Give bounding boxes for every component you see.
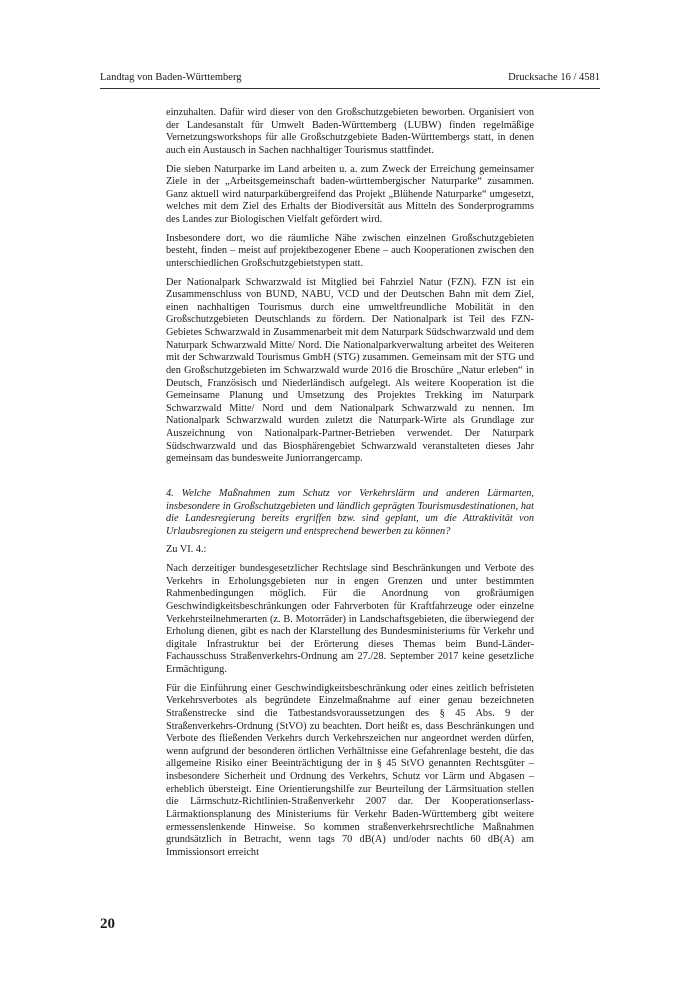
answer-paragraph: Nach derzeitiger bundesgesetzlicher Rechtslage sind Beschränkungen und Verbote des Verkehrs in Erholungsgebieten nur in engen Grenzen und unter bestimmten Rahmenbedingungen möglich. Für die Anordnung von großräumigen Geschwindigkeitsbeschränkungen oder Fahrverboten für Kraftfahrzeuge oder einzelne Verkehrsteilnehmerarten (z. B. Motorräder) in Landschaftsgebieten, die überwiegend der Erholung dienen, gibt es nach der Klarstellung des Bundesministeriums für Verkehr und digitale Infrastruktur bei der Erörterung dieses Themas beim Bund-Länder-Fachausschuss Straßenverkehrs-Ordnung am 27./28. September 2017 keine gesetzliche Ermächtigung. — [166, 563, 534, 675]
paragraph: einzuhalten. Dafür wird dieser von den Großschutzgebieten beworben. Organisiert von der Landesanstalt für Umwelt Baden-Württemberg (LUBW) finden regelmäßige Vernetzungsworkshops für alle Großschutzgebiete Baden-Württembergs statt, in denen auch ein Austausch in Sachen nachhaltiger Tourismus stattfindet. — [166, 107, 534, 156]
header-right: Drucksache 16 / 4581 — [508, 72, 600, 83]
question-text: 4. Welche Maßnahmen zum Schutz vor Verkehrslärm und anderen Lärmarten, insbesondere in Großschutzgebieten und ländlich geprägten Tourismusdestinationen, hat die Landesregierung bereits ergriffen bzw. sind geplant, um die Attraktivität von Urlaubsregionen zu steigern und entsprechend bewerben zu können? — [166, 487, 534, 537]
paragraph: Der Nationalpark Schwarzwald ist Mitglied bei Fahrziel Natur (FZN). FZN ist ein Zusammenschluss von BUND, NABU, VCD und der Deutschen Bahn mit dem Ziel, einen nachhaltigen Tourismus durch eine umweltfreundliche Mobilität in den Großschutzgebieten Deutschlands zu fördern. Der Nationalpark ist Teil des FZN-Gebietes Schwarzwald in Zusammenarbeit mit dem Naturpark Südschwarzwald und dem Naturpark Schwarzwald Mitte/ Nord. Die Nationalparkverwaltung arbeitet des Weiteren mit der Schwarzwald Tourismus GmbH (STG) zusammen. Gemeinsam mit der STG und den Großschutzgebieten im Schwarzwald wurde 2016 die Broschüre „Natur erleben“ in Deutsch, Französisch und Niederländisch aufgelegt. Als weitere Kooperation ist die Gemeinsame Planung und Umsetzung des Projektes Trekking im Naturpark Schwarzwald Mitte/ Nord und dem Nationalpark Schwarzwald zu nennen. Im Nationalpark Schwarzwald wurden zuletzt die Naturpark-Wirte als Grundlage zur Auszeichnung von Nationalpark-Partner-Betrieben verwendet. Der Naturpark Südschwarzwald und das Biosphärengebiet Schwarzwald veranstalteten dieses Jahr gemeinsam das bundesweite Juniorrangercamp. — [166, 276, 535, 465]
page-header — [100, 71, 600, 85]
header-left: Landtag von Baden-Württemberg — [100, 72, 242, 83]
page-number: 20 — [100, 916, 115, 932]
answer-heading: Zu VI. 4.: — [166, 544, 207, 556]
header-divider — [100, 88, 600, 89]
paragraph: Die sieben Naturparke im Land arbeiten u. a. zum Zweck der Erreichung gemeinsamer Ziele in der „Arbeitsgemeinschaft baden-württembergischer Naturparke“ zusammen. Ganz aktuell wird naturparkübergreifend das Projekt „Blühende Naturparke“ umgesetzt, welches mit dem Ziel des Erhalts der Biodiversität aus Mitteln des Sonderprogramms des Landes zur Biologischen Vielfalt gefördert wird. — [166, 163, 534, 225]
answer-paragraph: Für die Einführung einer Geschwindigkeitsbeschränkung oder eines zeitlich befristeten Verkehrsverbotes als begründete Einzelmaßnahme auf einer genau bezeichneten Straßenstrecke sind die Tatbestandsvoraussetzungen des § 45 Abs. 9 der Straßenverkehrs-Ordnung (StVO) zu beachten. Dort heißt es, dass Beschränkungen und Verbote des fließenden Verkehrs durch Verkehrszeichen nur angeordnet werden dürfen, wenn aufgrund der besonderen örtlichen Verhältnisse eine Gefahrenlage besteht, die das allgemeine Risiko einer Beeinträchtigung der in § 45 StVO genannten Rechtsgüter – insbesondere Sicherheit und Ordnung des Verkehrs, Schutz vor Lärm und Abgasen – erheblich übersteigt. Eine Orientierungshilfe zur Beurteilung der Lärmsituation stellen die Lärmschutz-Richtlinien-Straßenverkehr 2007 dar. Der Kooperationserlass-Lärmaktionsplanung des Ministeriums für Verkehr Baden-Württemberg gibt weitere ermessenslenkende Hinweise. So kommen straßenverkehrsrechtliche Maßnahmen grundsätzlich in Betracht, wenn tags 70 dB(A) und/oder nachts 60 dB(A) am Immissionsort erreicht — [166, 682, 534, 858]
body-text — [166, 107, 534, 865]
paragraph: Insbesondere dort, wo die räumliche Nähe zwischen einzelnen Großschutzgebieten besteht, finden – meist auf projektbezogener Ebene – auch Kooperationen zwischen den unterschiedlichen Großschutzgebietstypen statt. — [166, 232, 534, 269]
